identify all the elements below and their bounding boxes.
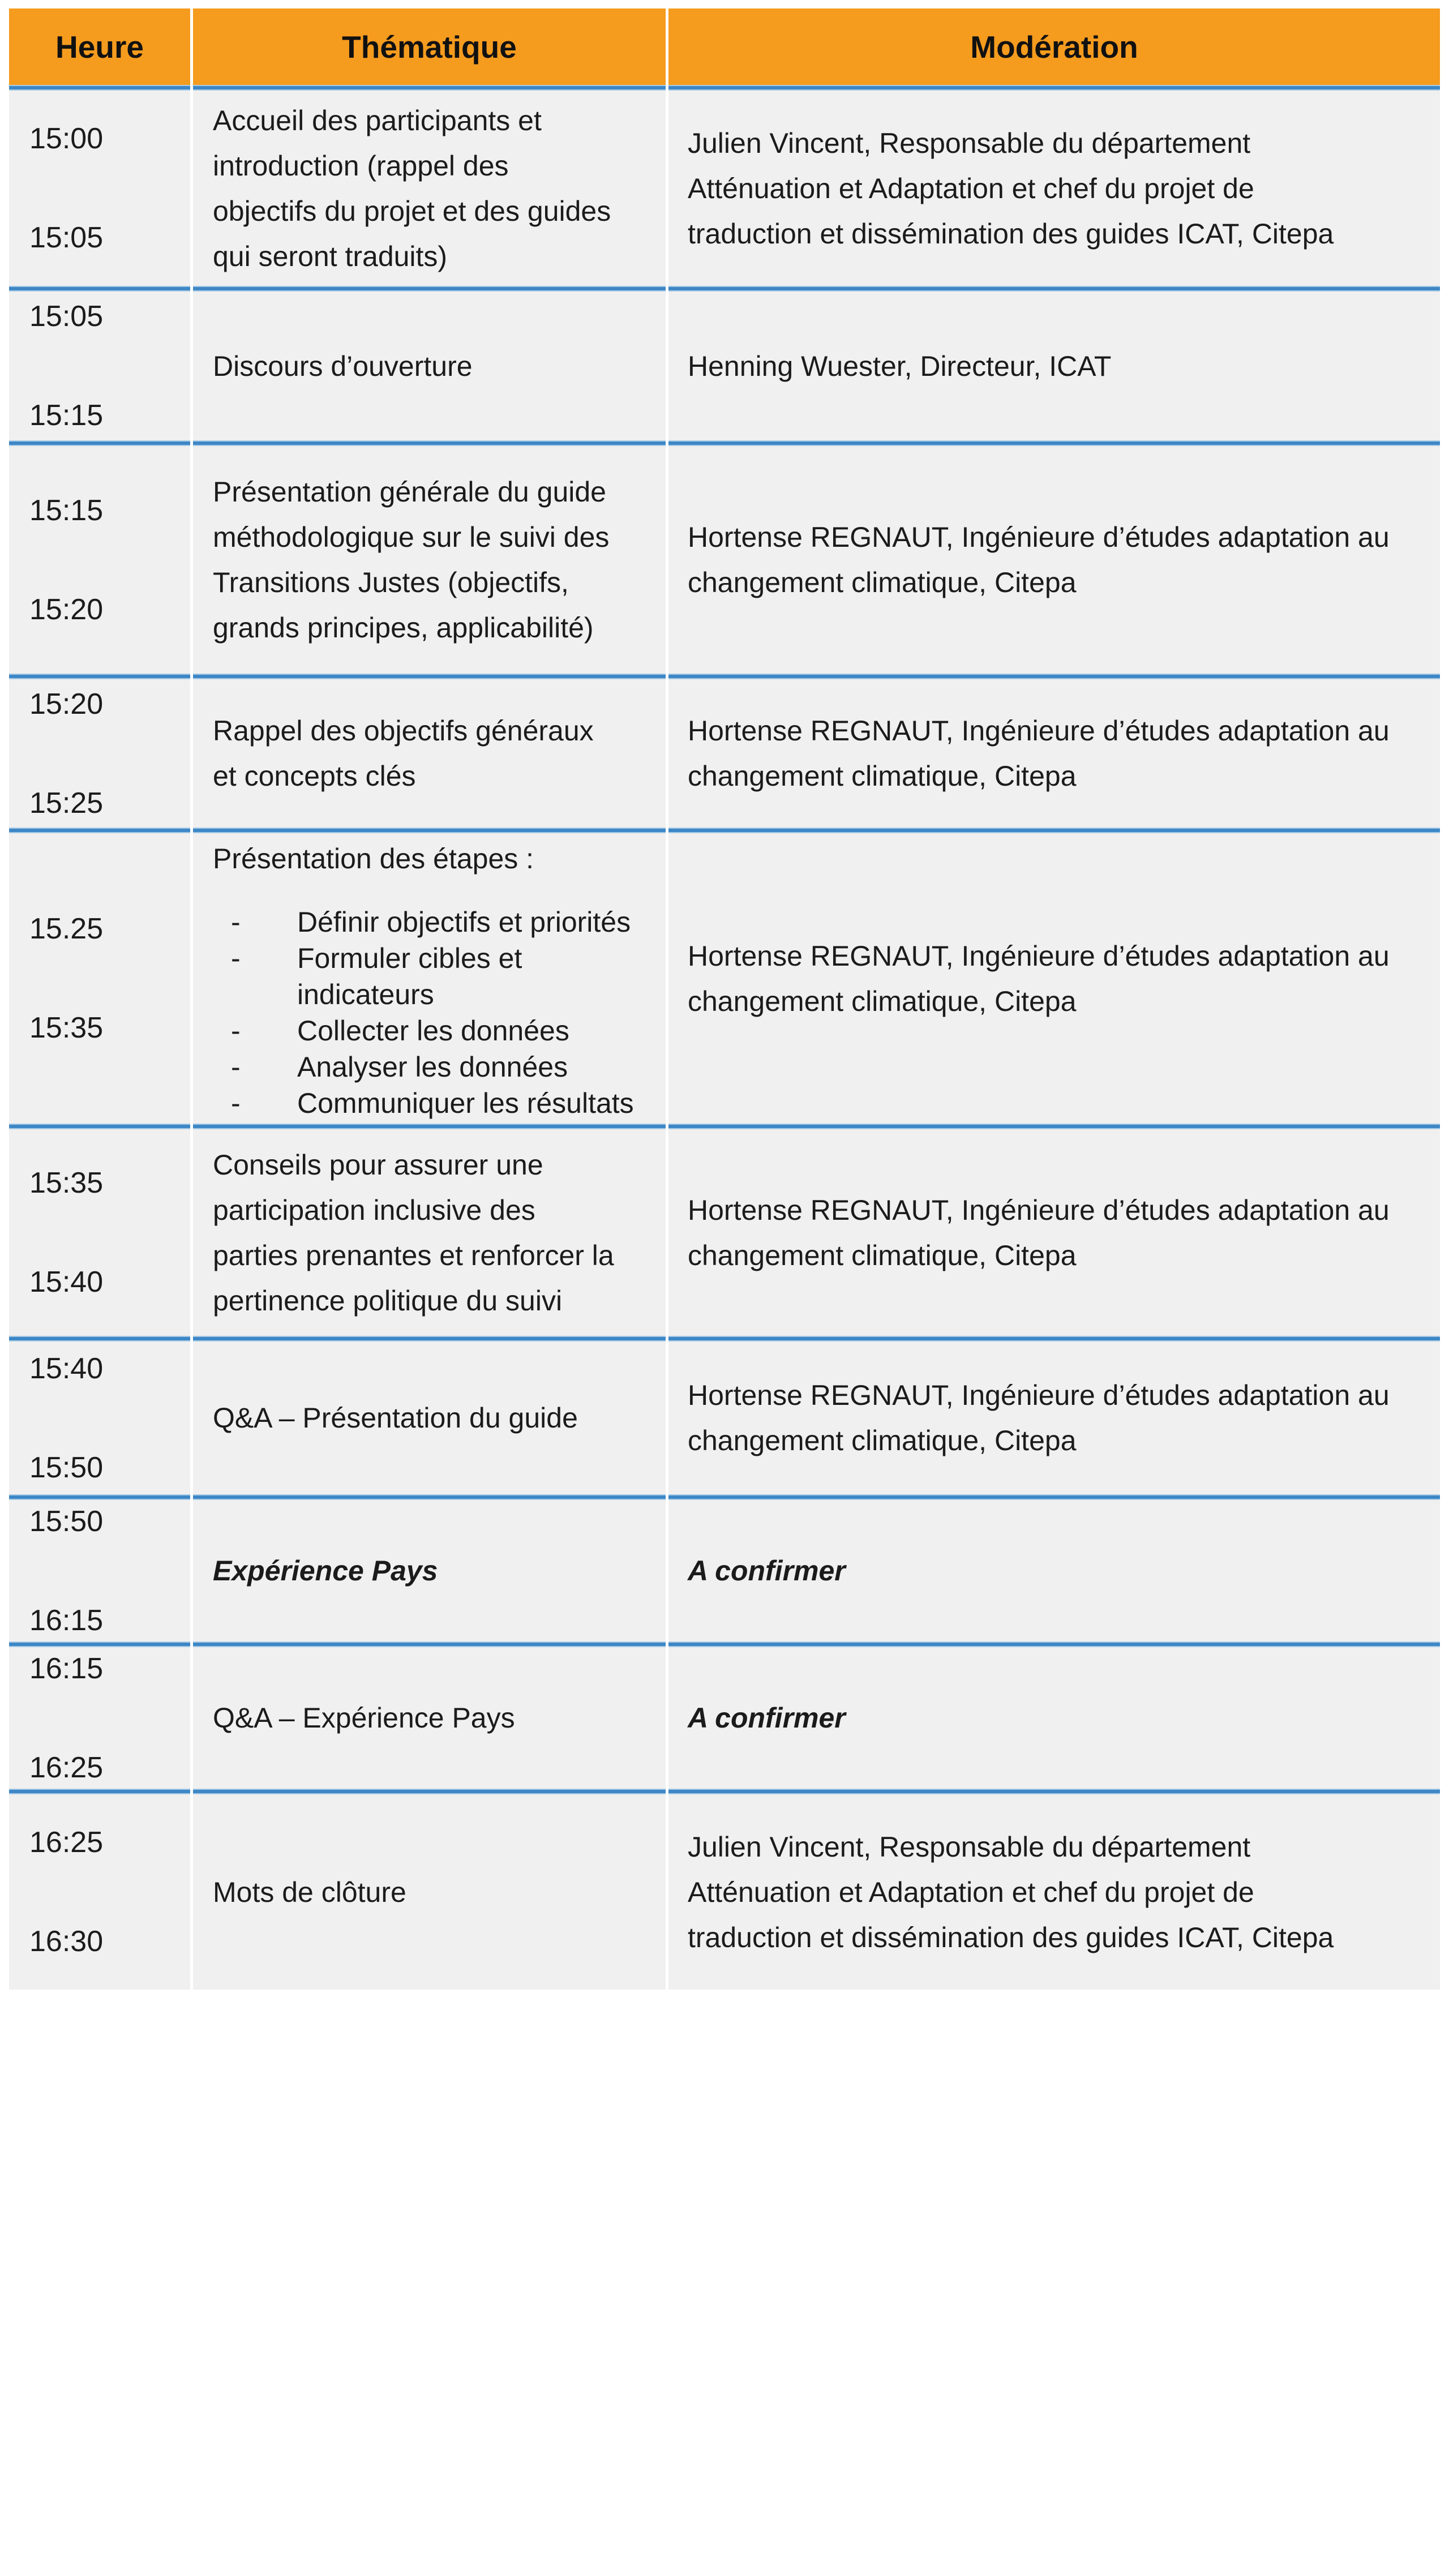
text-line: traduction et dissémination des guides ICAT, Citepa [688,217,1334,250]
text-line: A confirmer [688,1702,846,1734]
time-start: 15:15 [29,494,104,527]
row-separator-segment [193,674,666,679]
row-separator-segment [668,828,1440,833]
column-header-moderation: Modération [668,8,1440,85]
bullet-dash: - [231,1051,241,1083]
theme-intro: Présentation des étapes : [213,842,534,875]
row-separator-segment [193,440,666,446]
bullet-list [213,904,654,1121]
moderation-cell [668,1129,1440,1336]
moderation-cell [668,679,1440,828]
text-line: Q&A – Présentation du guide [213,1402,578,1434]
time-cell [9,446,190,674]
text-line: Expérience Pays [213,1555,438,1587]
time-start: 15:40 [29,1352,104,1385]
text-line: Accueil des participants et [213,104,542,136]
row-separator [9,286,1440,292]
table-row [9,1341,1440,1494]
text-line: Présentation générale du guide [213,476,606,508]
bullet-item [213,940,654,1013]
moderation-cell [668,833,1440,1124]
table-body [9,85,1440,1990]
row-separator-segment [9,1494,190,1500]
row-separator-segment [193,85,666,91]
row-separator-segment [193,828,666,833]
time-end: 15:05 [29,221,104,254]
table-row [9,91,1440,286]
time-end: 15:50 [29,1451,104,1484]
text-line: Mots de clôture [213,1876,406,1908]
text-line: Hortense REGNAUT, Ingénieure d’études adaptation au [688,940,1390,972]
time-end: 15:15 [29,399,104,432]
text-line: parties prenantes et renforcer la [213,1239,614,1271]
row-separator-segment [9,1124,190,1129]
time-end: 16:30 [29,1925,104,1958]
row-separator-segment [668,1336,1440,1341]
theme-cell [193,446,666,674]
theme-cell [193,91,666,286]
row-separator-segment [668,674,1440,679]
table-row [9,833,1440,1124]
bullet-dash: - [231,1014,241,1047]
time-cell [9,1500,190,1641]
row-separator [9,674,1440,679]
text-line: Julien Vincent, Responsable du département [688,127,1251,159]
time-end: 15:20 [29,593,104,626]
text-line: Rappel des objectifs généraux [213,715,594,747]
row-separator [9,828,1440,833]
text-line: changement climatique, Citepa [688,1239,1077,1271]
theme-cell [193,1794,666,1990]
row-separator-segment [9,286,190,292]
text-line: introduction (rappel des [213,149,509,182]
text-line: Conseils pour assurer une [213,1148,543,1181]
moderation-cell [668,446,1440,674]
text-line: Hortense REGNAUT, Ingénieure d’études adaptation au [688,1194,1390,1226]
time-cell [9,1129,190,1336]
time-start: 15:35 [29,1167,104,1199]
time-cell [9,1647,190,1789]
moderation-cell [668,292,1440,440]
time-start: 15.25 [29,912,104,945]
row-separator-segment [193,1124,666,1129]
row-separator-segment [9,85,190,91]
time-cell [9,833,190,1124]
text-line: changement climatique, Citepa [688,567,1077,598]
row-separator [9,1789,1440,1794]
text-line: A confirmer [688,1555,846,1587]
time-end: 16:25 [29,1751,104,1784]
row-separator-segment [668,1641,1440,1647]
time-end: 15:40 [29,1266,104,1298]
time-cell [9,1341,190,1494]
row-separator-segment [9,440,190,446]
row-separator-segment [9,1336,190,1341]
row-separator [9,85,1440,91]
row-separator-segment [193,1336,666,1341]
row-separator-segment [668,286,1440,292]
text-line: qui seront traduits) [213,240,448,272]
moderation-cell [668,1341,1440,1494]
row-separator-segment [9,828,190,833]
bullet-text: Analyser les données [297,1051,568,1083]
bullet-dash: - [231,942,241,974]
moderation-cell [668,1647,1440,1789]
row-separator [9,1494,1440,1500]
row-separator-segment [193,1494,666,1500]
row-separator-segment [193,1641,666,1647]
time-cell [9,679,190,828]
table-row [9,446,1440,674]
row-separator-segment [193,286,666,292]
text-line: changement climatique, Citepa [688,760,1077,792]
row-separator [9,440,1440,446]
row-separator-segment [668,1494,1440,1500]
table-row [9,679,1440,828]
row-separator-segment [668,440,1440,446]
time-start: 16:15 [29,1652,104,1685]
row-separator-segment [9,674,190,679]
column-header-heure: Heure [9,8,190,85]
moderation-cell [668,1794,1440,1990]
bullet-item [213,1085,654,1121]
time-start: 15:50 [29,1505,104,1538]
row-separator-segment [668,1789,1440,1794]
table-header-row [9,8,1440,85]
text-line: Atténuation et Adaptation et chef du projet de [688,1876,1254,1908]
theme-cell [193,292,666,440]
theme-cell [193,833,666,1124]
theme-cell [193,1129,666,1336]
bullet-item [213,1013,654,1049]
row-separator [9,1641,1440,1647]
text-line: pertinence politique du suivi [213,1284,563,1317]
bullet-text: Communiquer les résultats [297,1087,634,1119]
row-separator [9,1336,1440,1341]
text-line: participation inclusive des [213,1194,535,1226]
text-line: et concepts clés [213,760,416,792]
time-start: 16:25 [29,1826,104,1859]
text-line: Hortense REGNAUT, Ingénieure d’études adaptation au [688,715,1390,747]
moderation-cell [668,91,1440,286]
bullet-item [213,1049,654,1085]
time-start: 15:00 [29,122,104,155]
theme-cell [193,679,666,828]
text-line: changement climatique, Citepa [688,1425,1077,1456]
text-line: traduction et dissémination des guides ICAT, Citepa [688,1921,1334,1953]
theme-cell [193,1647,666,1789]
row-separator-segment [668,1124,1440,1129]
agenda-table [9,8,1440,1990]
moderation-cell [668,1500,1440,1641]
time-cell [9,1794,190,1990]
text-line: Q&A – Expérience Pays [213,1702,515,1734]
theme-cell [193,1500,666,1641]
row-separator-segment [9,1641,190,1647]
time-cell [9,91,190,286]
table-row [9,1500,1440,1641]
text-line: Transitions Justes (objectifs, [213,567,569,598]
bullet-dash: - [231,1087,241,1119]
text-line: changement climatique, Citepa [688,985,1077,1017]
time-end: 15:35 [29,1011,104,1044]
theme-cell [193,1341,666,1494]
bullet-text: Collecter les données [297,1014,569,1047]
bullet-item [213,904,654,940]
time-start: 15:05 [29,300,104,333]
time-end: 15:25 [29,786,104,820]
row-separator [9,1124,1440,1129]
text-line: grands principes, applicabilité) [213,612,594,644]
row-separator-segment [193,1789,666,1794]
text-line: objectifs du projet et des guides [213,195,611,227]
text-line: Discours d’ouverture [213,350,473,382]
text-line: méthodologique sur le suivi des [213,521,610,553]
text-line: Julien Vincent, Responsable du département [688,1831,1251,1863]
table-row [9,1794,1440,1990]
column-header-thematique: Thématique [193,8,666,85]
time-end: 16:15 [29,1604,104,1637]
bullet-text: Définir objectifs et priorités [297,906,631,938]
time-start: 15:20 [29,687,104,721]
text-line: Atténuation et Adaptation et chef du projet de [688,172,1254,204]
bullet-dash: - [231,906,241,938]
bullet-text: Formuler cibles et indicateurs [297,942,522,1010]
text-line: Hortense REGNAUT, Ingénieure d’études adaptation au [688,521,1390,553]
text-line: Hortense REGNAUT, Ingénieure d’études adaptation au [688,1379,1390,1411]
time-cell [9,292,190,440]
table-row [9,1647,1440,1789]
text-line: Henning Wuester, Directeur, ICAT [688,350,1112,382]
table-row [9,1129,1440,1336]
table-row [9,292,1440,440]
row-separator-segment [668,85,1440,91]
row-separator-segment [9,1789,190,1794]
